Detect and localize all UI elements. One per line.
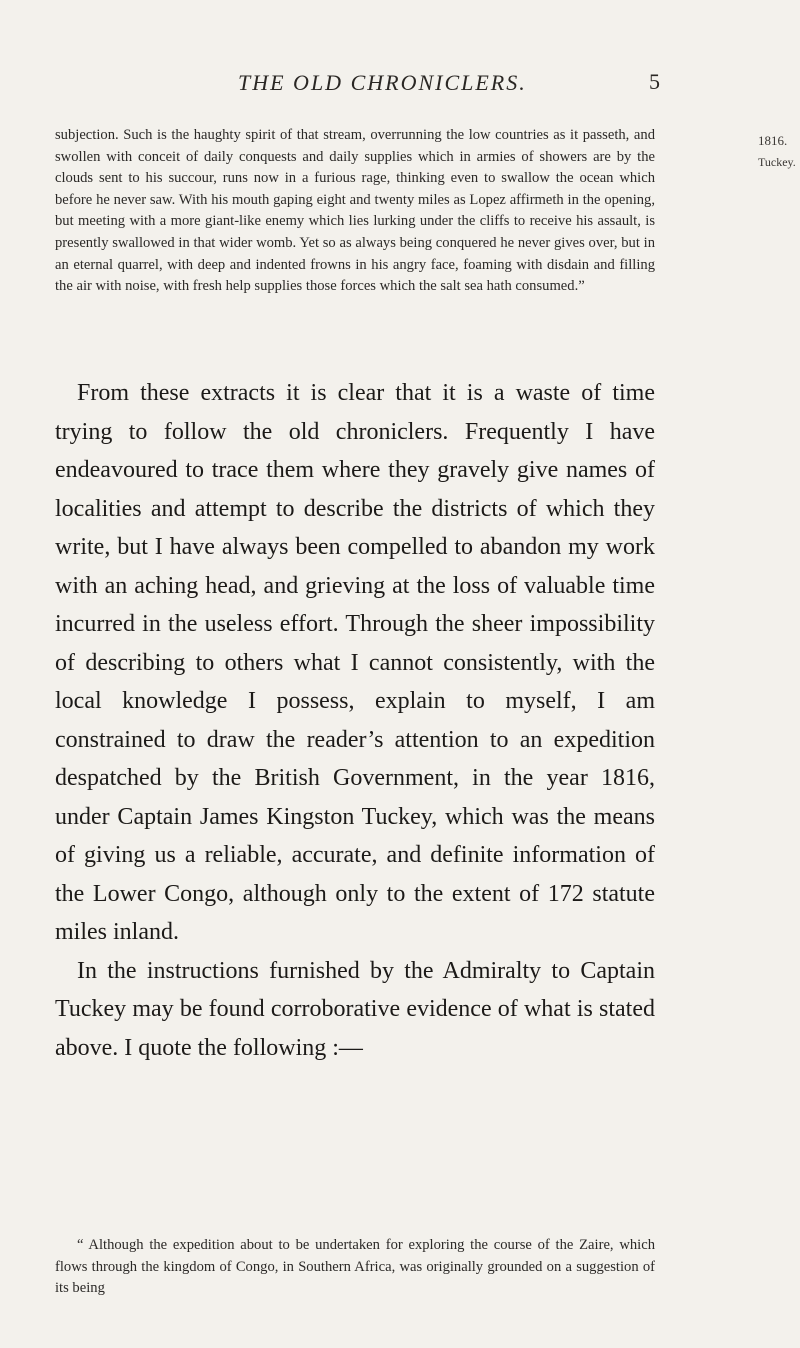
main-body	[55, 374, 655, 1067]
paragraph-instructions: In the instructions furnished by the Admiralty to Captain Tuckey may be found corroborative evidence of what is stated above. I quote the following :—	[55, 957, 655, 1061]
page-number: 5	[649, 69, 660, 94]
quote-continuation-text: subjection. Such is the haughty spirit of that stream, overrunning the low countries as it passeth, and swollen with conceit of daily conquests and daily supplies which in armies of showers are by the clouds sent to his succour, runs now in a furious rage, thinking even to swallow the ocean which before he never saw. With his mouth gaping eight and twenty miles as Lopez affirmeth in the opening, but meeting with a more giant-like enemy which lies lurking under the cliffs to receive his assault, is presently swallowed in that wider womb. Yet so as always being conquered he never gives over, but in an eternal quarrel, with deep and indented frowns in his angry face, foaming with disdain and filling the air with noise, with fresh help supplies those forces which the salt sea hath consumed.”	[55, 127, 655, 295]
paragraph-extracts: From these extracts it is clear that it is a waste of time trying to follow the old chroniclers. Frequently I have endeavoured to trace them where they gravely give names of localities and attempt to describe the districts of which they write, but I have always been compelled to abandon my work with an aching head, and grieving at the loss of valuable time incurred in the useless effort. Through the sheer impossibility of describing to others what I cannot consistently, with the local knowledge I possess, explain to myself, I am constrained to draw the reader’s attention to an expedition despatched by the British Government, in the year 1816, under Captain James Kingston Tuckey, which was the means of giving us a reliable, accurate, and definite information of the Lower Congo, although only to the extent of 172 statute miles inland.	[55, 380, 655, 945]
admiralty-quote	[55, 1235, 655, 1300]
running-head	[0, 70, 800, 100]
margin-note-name: Tuckey.	[758, 155, 796, 169]
admiralty-quote-text: “ Although the expedition about to be undertaken for exploring the course of the Zaire, which flows through the kingdom of Congo, in Southern Africa, was originally grounded on a suggestion of its being	[55, 1237, 655, 1297]
quote-continuation	[55, 125, 655, 298]
margin-note-year: 1816.	[758, 133, 788, 148]
running-title: THE OLD CHRONICLERS.	[238, 70, 527, 95]
